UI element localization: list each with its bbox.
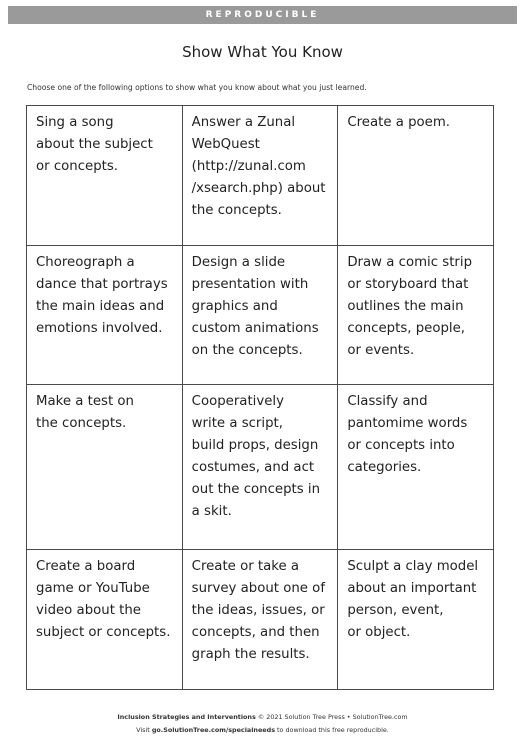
option-cell [338, 106, 494, 246]
footer-download-link[interactable]: go.SolutionTree.com/specialneeds [151, 726, 276, 734]
option-cell [27, 550, 183, 690]
option-text: Create or take a survey about one of the ideas, issues, or concepts, and then graph the results. [191, 559, 326, 663]
option-text: Sculpt a clay model about an important person, event, or object. [347, 559, 479, 641]
grid-row [27, 550, 494, 690]
footer-visit-prefix: Visit [136, 726, 152, 734]
option-text: Sing a song about the subject or concepts. [36, 115, 153, 174]
option-cell [27, 385, 183, 550]
grid-row [27, 245, 494, 385]
option-text: Make a test on the concepts. [36, 394, 134, 432]
footer-citation [0, 713, 525, 721]
option-cell [27, 106, 183, 246]
option-text: Answer a Zunal WebQuest (http://zunal.com /xsearch.php) about the concepts. [191, 115, 326, 218]
option-text: Design a slide presentation with graphics and custom animations on the concepts. [191, 254, 319, 358]
option-cell [338, 245, 494, 385]
option-text: Choreograph a dance that portrays the main ideas and emotions involved. [36, 254, 168, 336]
option-text: Create a poem. [347, 115, 451, 130]
option-cell [182, 106, 338, 246]
option-cell [338, 385, 494, 550]
option-cell [182, 385, 338, 550]
option-text: Classify and pantomime words or concepts into categories. [347, 394, 468, 476]
option-text: Create a board game or YouTube video about the subject or concepts. [36, 559, 171, 641]
options-grid [26, 105, 494, 690]
instructions-text: Choose one of the following options to show what you know about what you just learned. [27, 83, 367, 92]
footer-book-title: Inclusion Strategies and Interventions [117, 713, 256, 721]
option-text: Cooperatively write a script, build props, design costumes, and act out the concepts in a skit. [191, 394, 321, 520]
option-cell [182, 550, 338, 690]
option-cell [182, 245, 338, 385]
reproducible-banner: REPRODUCIBLE [8, 6, 517, 24]
option-cell [27, 245, 183, 385]
footer-copyright: © 2021 Solution Tree Press • SolutionTree.com [255, 713, 408, 721]
footer-download-note [0, 726, 525, 734]
footer-visit-suffix: to download this free reproducible. [275, 726, 389, 734]
option-text: Draw a comic strip or storyboard that outlines the main concepts, people, or events. [347, 254, 473, 358]
option-cell [338, 550, 494, 690]
grid-row [27, 106, 494, 246]
grid-row [27, 385, 494, 550]
page-title: Show What You Know [182, 43, 343, 61]
